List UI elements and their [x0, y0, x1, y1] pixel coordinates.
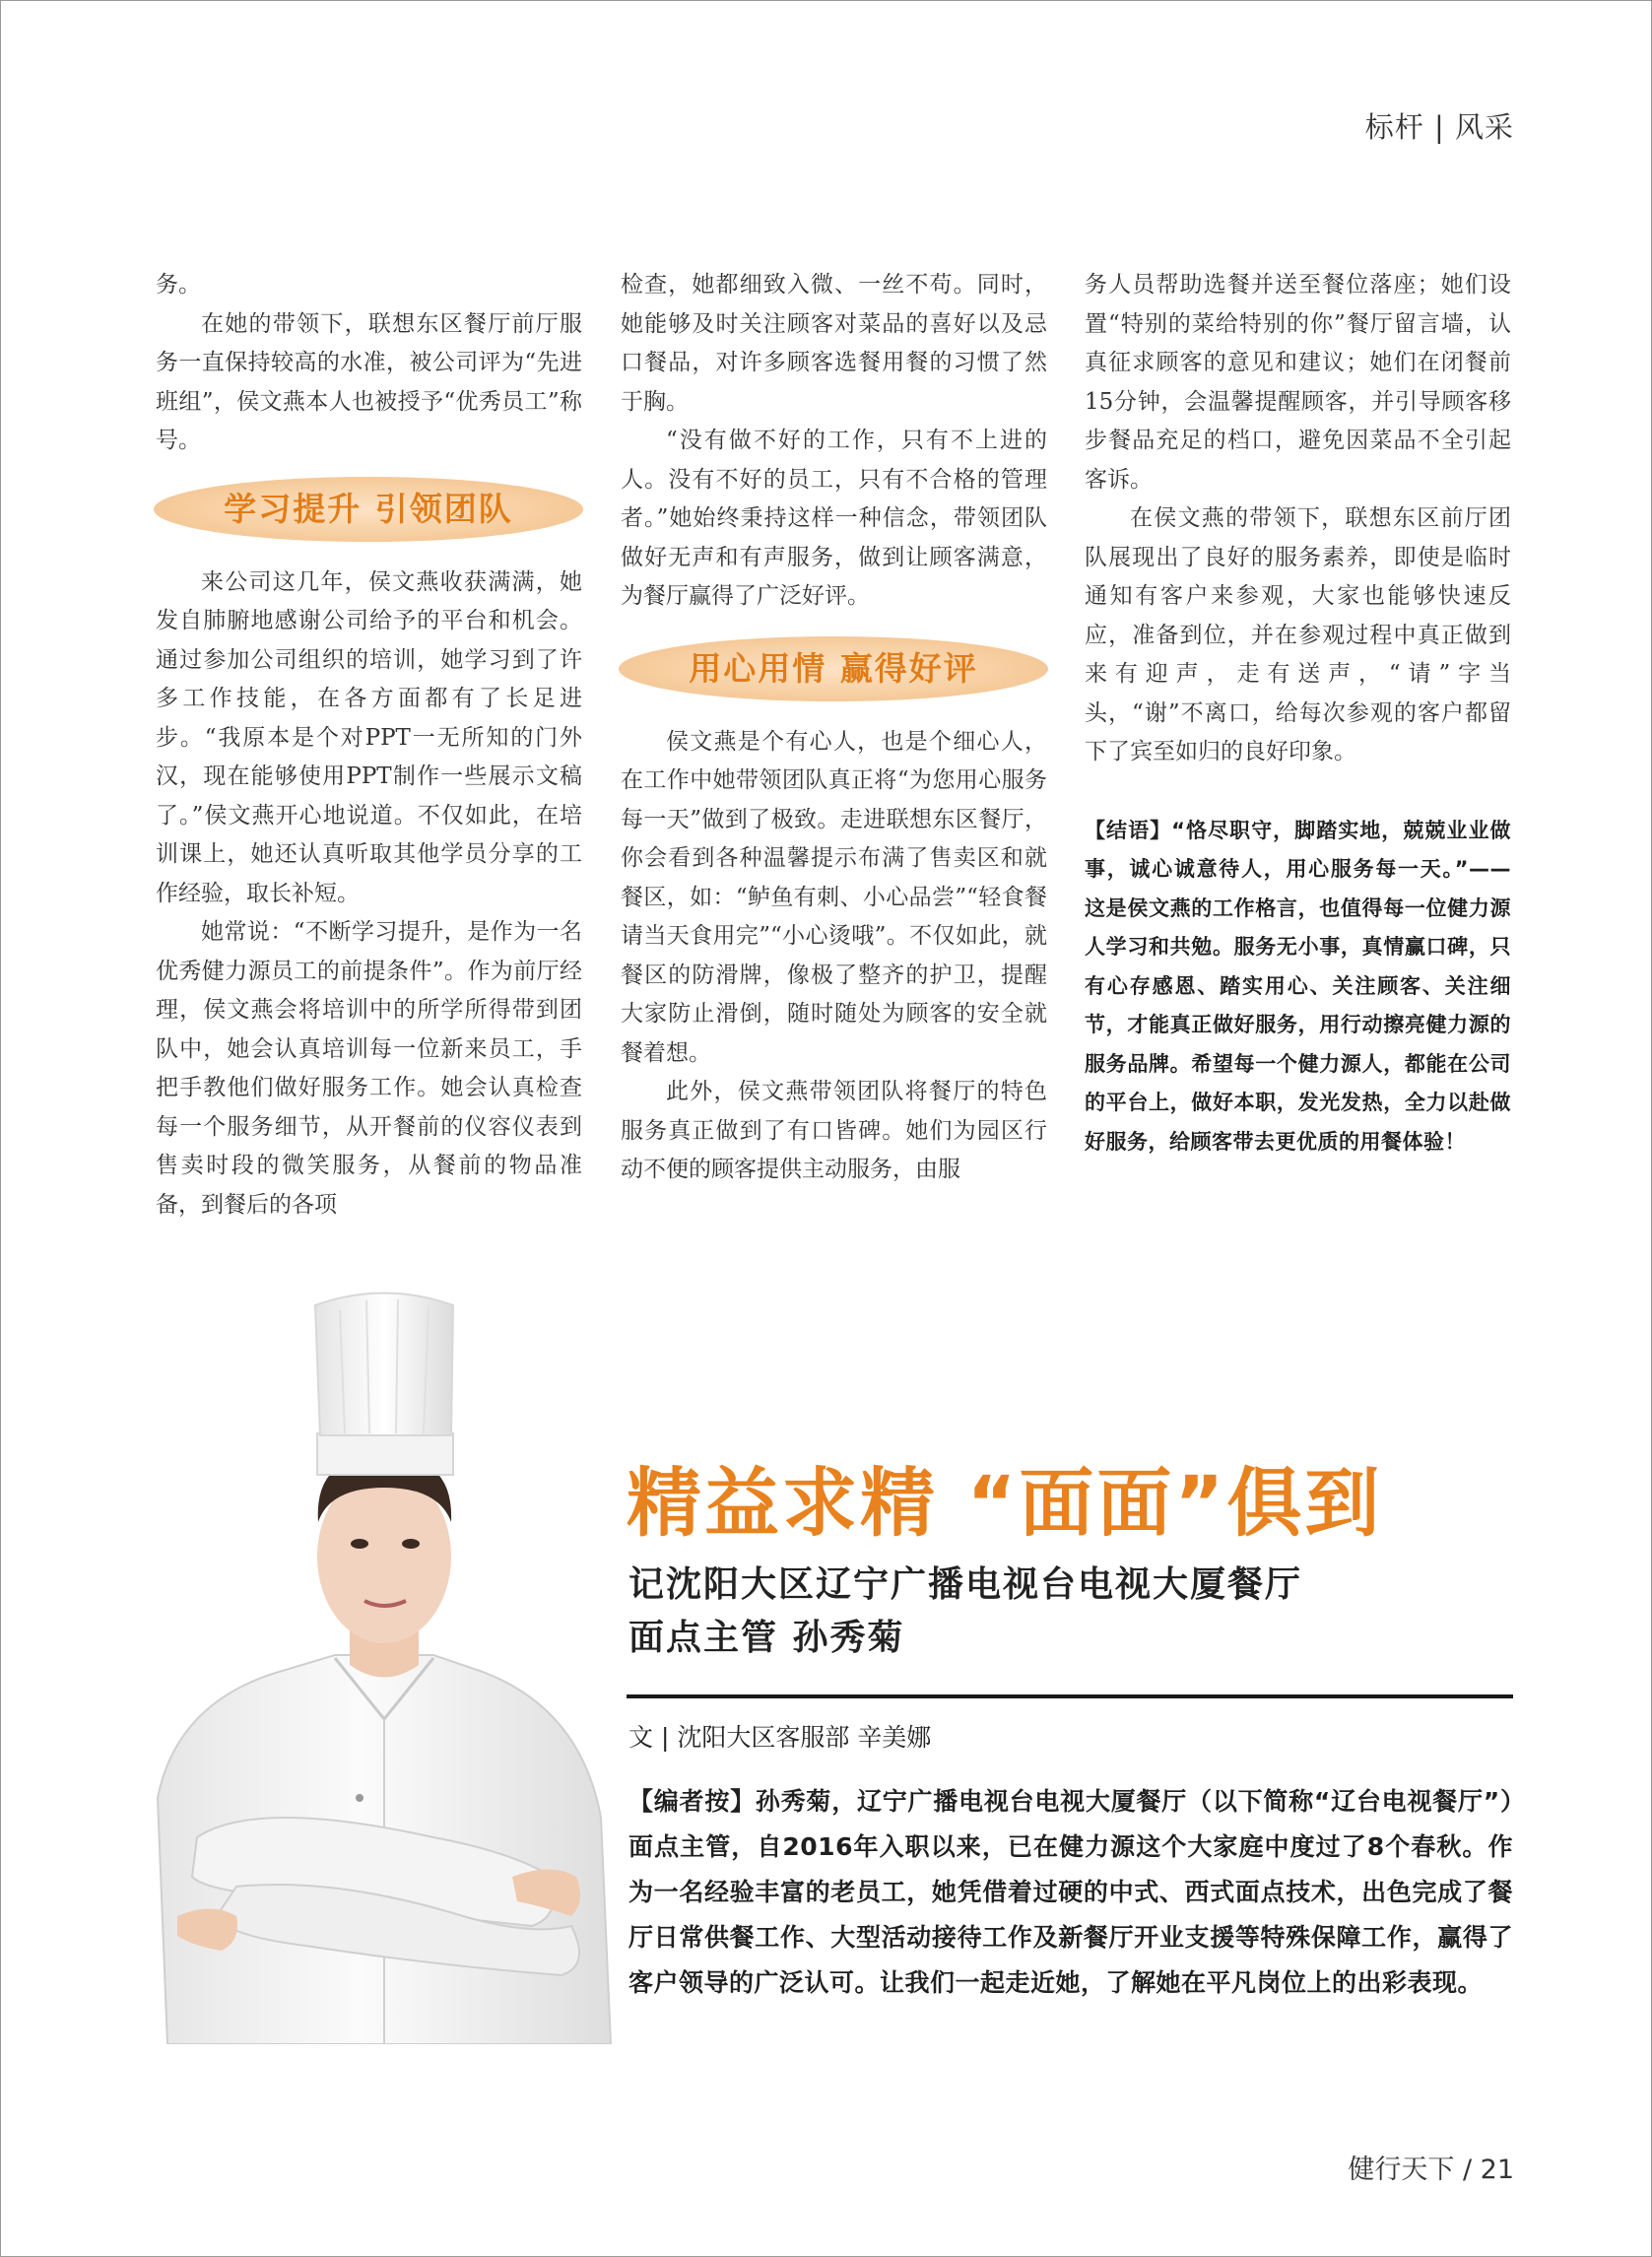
- paragraph: 在侯文燕的带领下，联想东区前厅团队展现出了良好的服务素养，即使是临时通知有客户来参观，大家也能够快速反应，准备到位，并在参观过程中真正做到来有迎声，走有送声，“请”字当头，“谢”不离口，给每次参观的客户都留下了宾至如归的良好印象。: [1085, 505, 1511, 764]
- subtitle-line: 面点主管 孙秀菊: [628, 1618, 905, 1658]
- conclusion: 【结语】“恪尽职守，脚踏实地，兢兢业业做事，诚心诚意待人，用心服务每一天。”——这是侯文燕的工作格言，也值得每一位健力源人学习和共勉。服务无小事，真情赢口碑，只有心存感恩、踏实用心、关注顾客、关注细节，才能真正做好服务，用行动擦亮健力源的服务品牌。希望每一个健力源人，都能在公司的平台上，做好本职，发光发热，全力以赴做好服务，给顾客带去更优质的用餐体验！: [1085, 818, 1511, 1154]
- chef-photo: [138, 1286, 621, 2044]
- section-heading: 用心用情 赢得好评: [619, 636, 1048, 701]
- text-column-3: [1085, 266, 1511, 1162]
- paragraph: 此外，侯文燕带领团队将餐厅的特色服务真正做到了有口皆碑。她们为园区行动不便的顾客提供主动服务，由服: [621, 1079, 1047, 1182]
- article-title: 精益求精 “面面”俱到: [627, 1459, 1383, 1547]
- paragraph: 她常说：“不断学习提升，是作为一名优秀健力源员工的前提条件”。作为前厅经理，侯文燕会将培训中的所学所得带到团队中，她会认真培训每一位新来员工，手把手教他们做好服务工作。她会认真检查每一个服务细节，从开餐前的仪容仪表到售卖时段的微笑服务，从餐前的物品准备，到餐后的各项: [156, 919, 582, 1218]
- paragraph: 务人员帮助选餐并送至餐位落座；她们设置“特别的菜给特别的你”餐厅留言墙，认真征求顾客的意见和建议；她们在闭餐前15分钟，会温馨提醒顾客，并引导顾客移步餐品充足的档口，避免因菜品不全引起客诉。: [1085, 272, 1511, 493]
- paragraph: 务。: [156, 272, 201, 298]
- text-column-1: [156, 266, 582, 1225]
- subtitle-line: 记沈阳大区辽宁广播电视台电视大厦餐厅: [628, 1564, 1303, 1605]
- text-column-2: [621, 266, 1047, 1190]
- paragraph: 在她的带领下，联想东区餐厅前厅服务一直保持较高的水准，被公司评为“先进班组”，侯文燕本人也被授予“优秀员工”称号。: [156, 310, 582, 453]
- section-heading: 学习提升 引领团队: [154, 477, 583, 542]
- paragraph: “没有做不好的工作，只有不上进的人。没有不好的员工，只有不合格的管理者。”她始终秉持这样一种信念，带领团队做好无声和有声服务，做到让顾客满意，为餐厅赢得了广泛好评。: [621, 428, 1047, 609]
- section-label: 标杆 | 风采: [1364, 110, 1514, 144]
- editor-note: 【编者按】孙秀菊，辽宁广播电视台电视大厦餐厅（以下简称“辽台电视餐厅”）面点主管，自2016年入职以来，已在健力源这个大家庭中度过了8个春秋。作为一名经验丰富的老员工，她凭借着过硬的中式、西式面点技术，出色完成了餐厅日常供餐工作、大型活动接待工作及新餐厅开业支援等特殊保障工作，赢得了客户领导的广泛认可。让我们一起走近她，了解她在平凡岗位上的出彩表现。: [628, 1787, 1513, 1997]
- paragraph: 来公司这几年，侯文燕收获满满，她发自肺腑地感谢公司给予的平台和机会。通过参加公司组织的培训，她学习到了许多工作技能，在各方面都有了长足进步。“我原本是个对PPT一无所知的门外汉，现在能够使用PPT制作一些展示文稿了。”侯文燕开心地说道。不仅如此，在培训课上，她还认真听取其他学员分享的工作经验，取长补短。: [156, 568, 582, 906]
- paragraph: 侯文燕是个有心人，也是个细心人，在工作中她带领团队真正将“为您用心服务每一天”做到了极致。走进联想东区餐厅，你会看到各种温馨提示布满了售卖区和就餐区，如：“鲈鱼有刺、小心品尝”“轻食餐请当天食用完”“小心烫哦”。不仅如此，就餐区的防滑牌，像极了整齐的护卫，提醒大家防止滑倒，随时随处为顾客的安全就餐着想。: [621, 728, 1047, 1066]
- article-subtitle: [628, 1559, 1302, 1665]
- paragraph: 检查，她都细致入微、一丝不苟。同时，她能够及时关注顾客对菜品的喜好以及忌口餐品，对许多顾客选餐用餐的习惯了然于胸。: [621, 272, 1047, 415]
- divider: [627, 1694, 1513, 1698]
- author-byline: 文 | 沈阳大区客服部 辛美娜: [628, 1723, 932, 1752]
- page-footer: 健行天下 / 21: [1348, 2155, 1514, 2185]
